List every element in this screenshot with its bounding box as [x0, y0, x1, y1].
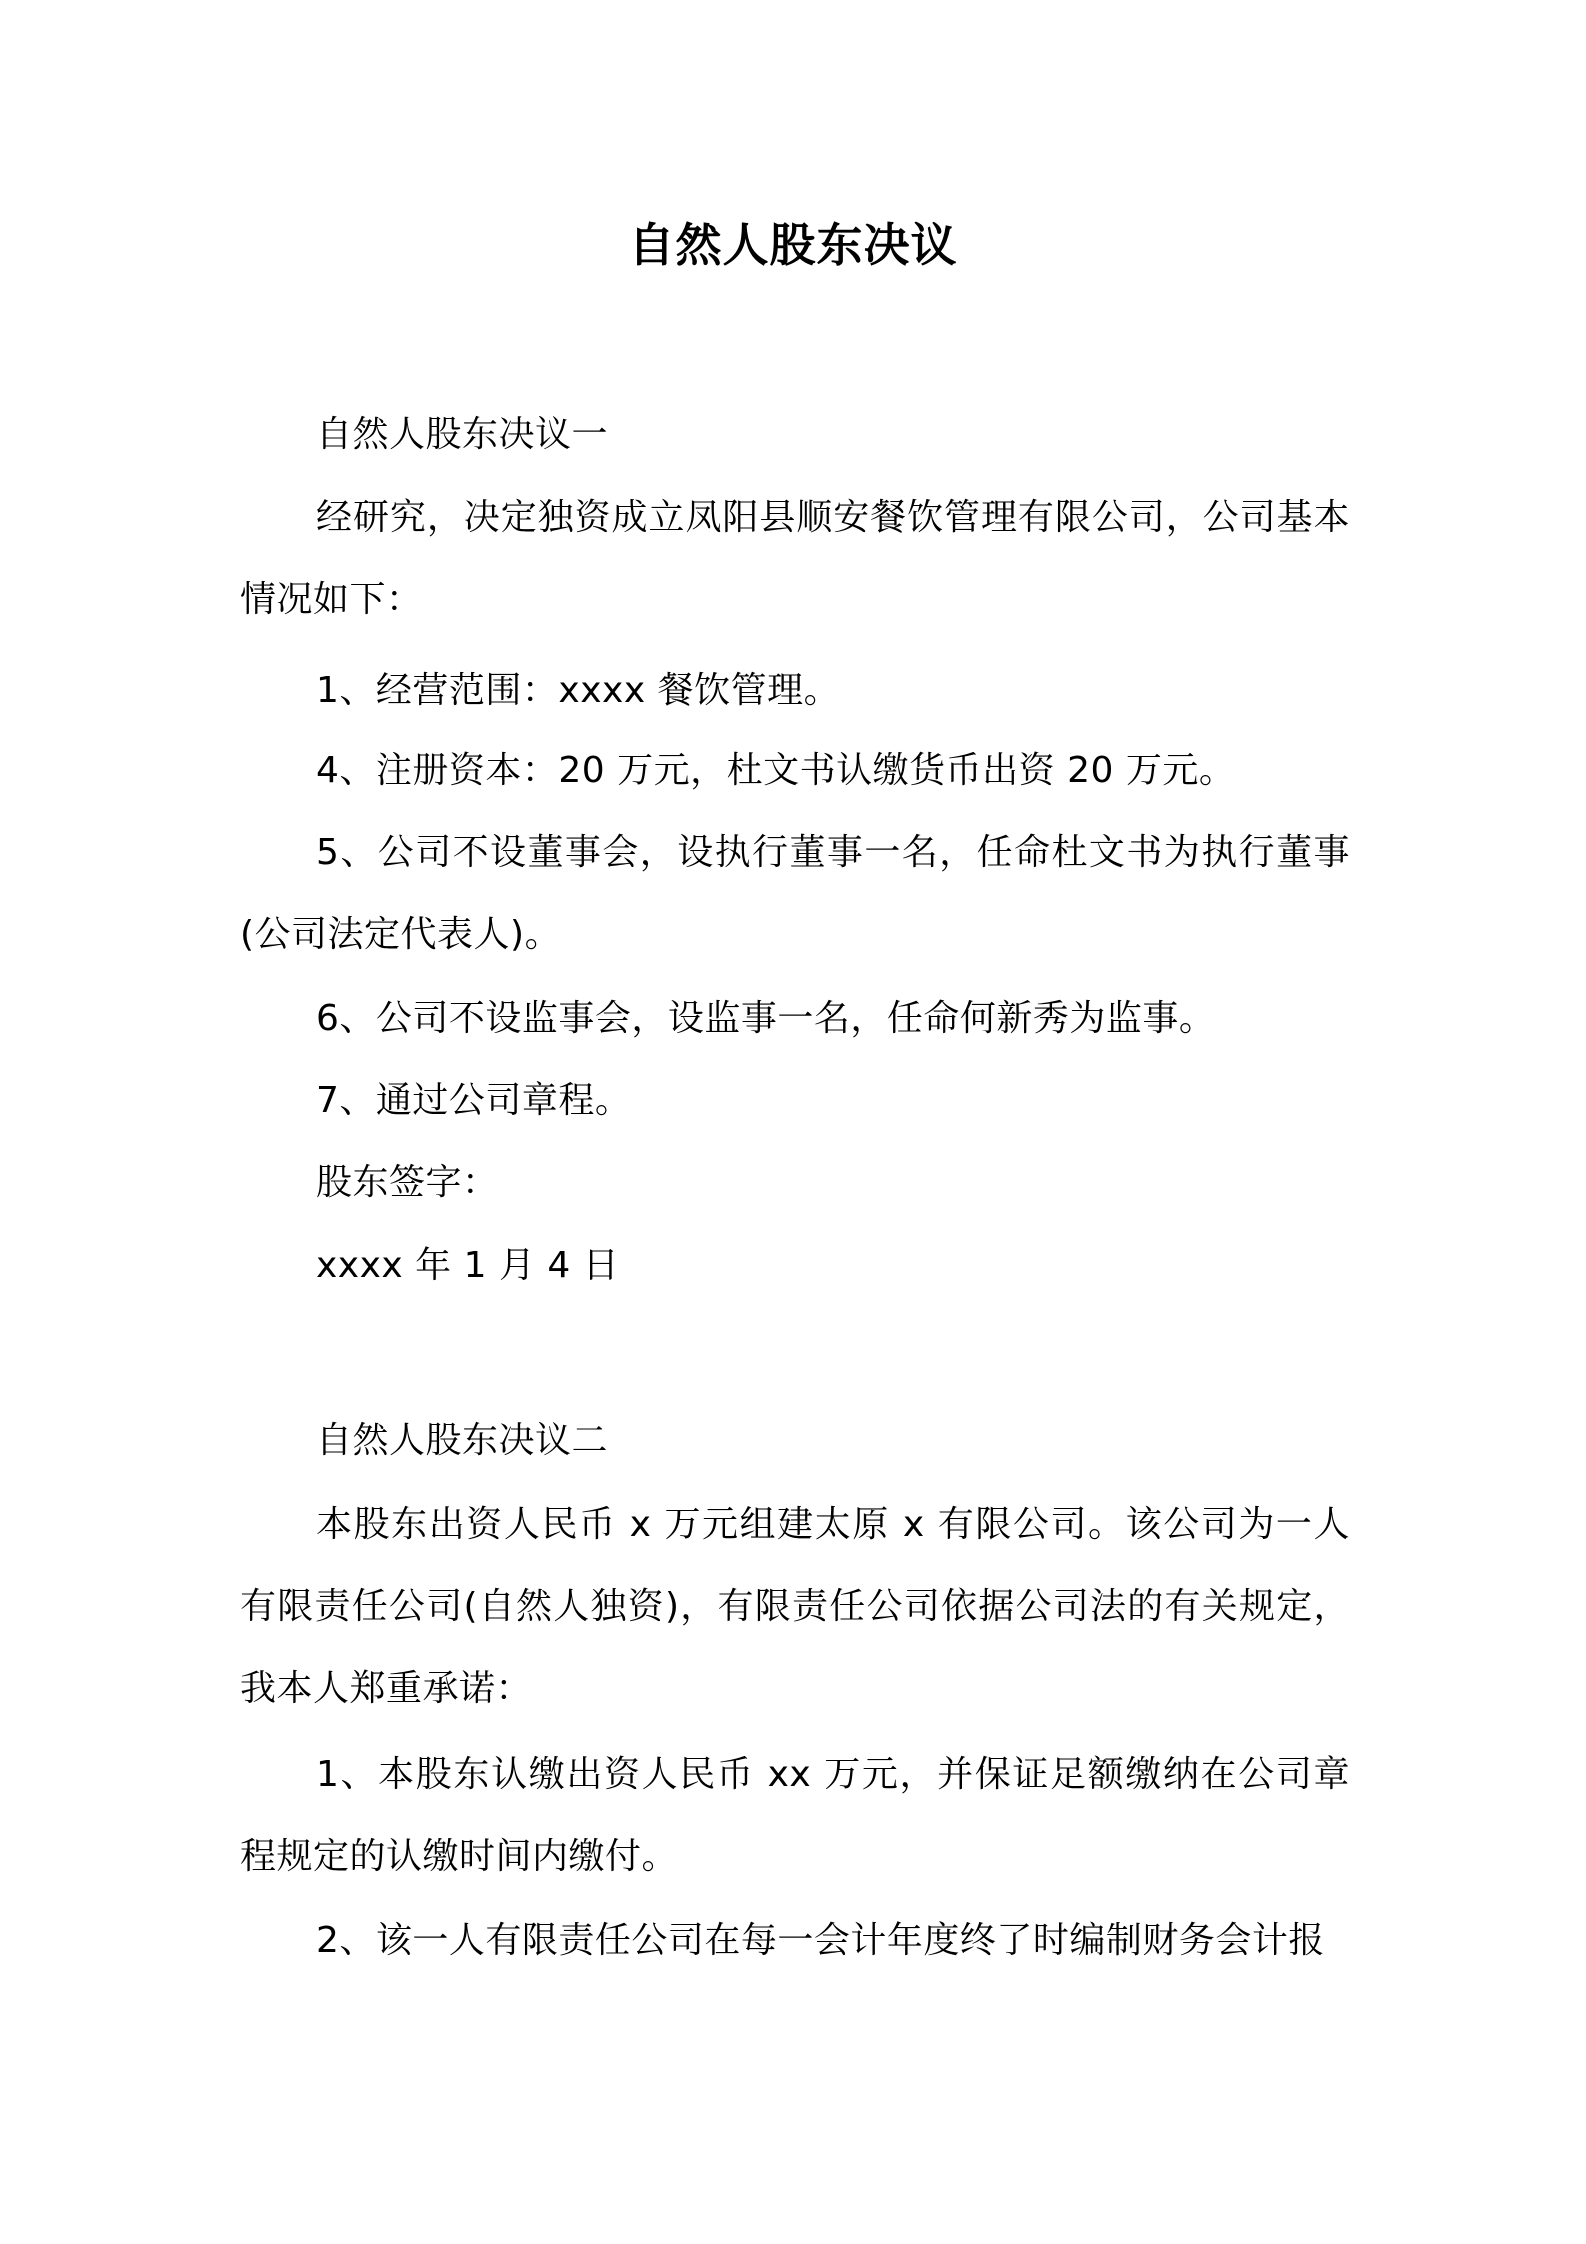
section2-item-2: 2、该一人有限责任公司在每一会计年度终了时编制财务会计报	[316, 1920, 1325, 1961]
section1-item-4: 4、注册资本：20 万元，杜文书认缴货币出资 20 万元。	[316, 750, 1236, 791]
section1-intro: 经研究，决定独资成立凤阳县顺安餐饮管理有限公司，公司基本情况如下：	[240, 497, 1350, 620]
section2-item-1: 1、本股东认缴出资人民币 xx 万元，并保证足额缴纳在公司章程规定的认缴时间内缴付。	[240, 1754, 1350, 1877]
section1-item-5: 5、公司不设董事会，设执行董事一名，任命杜文书为执行董事(公司法定代表人)。	[240, 832, 1350, 955]
section2-intro: 本股东出资人民币 x 万元组建太原 x 有限公司。该公司为一人有限责任公司(自然人独资)，有限责任公司依据公司法的有关规定，我本人郑重承诺：	[240, 1504, 1350, 1709]
document-title: 自然人股东决议	[628, 218, 958, 272]
section1-date: xxxx 年 1 月 4 日	[316, 1245, 620, 1286]
section1-item-1: 1、经营范围：xxxx 餐饮管理。	[316, 670, 841, 711]
section1-item-6: 6、公司不设监事会，设监事一名，任命何新秀为监事。	[316, 998, 1216, 1039]
section2-heading: 自然人股东决议二	[316, 1420, 609, 1461]
section1-heading: 自然人股东决议一	[316, 414, 609, 455]
section1-signature-label: 股东签字：	[316, 1162, 499, 1203]
section1-item-7: 7、通过公司章程。	[316, 1080, 632, 1121]
